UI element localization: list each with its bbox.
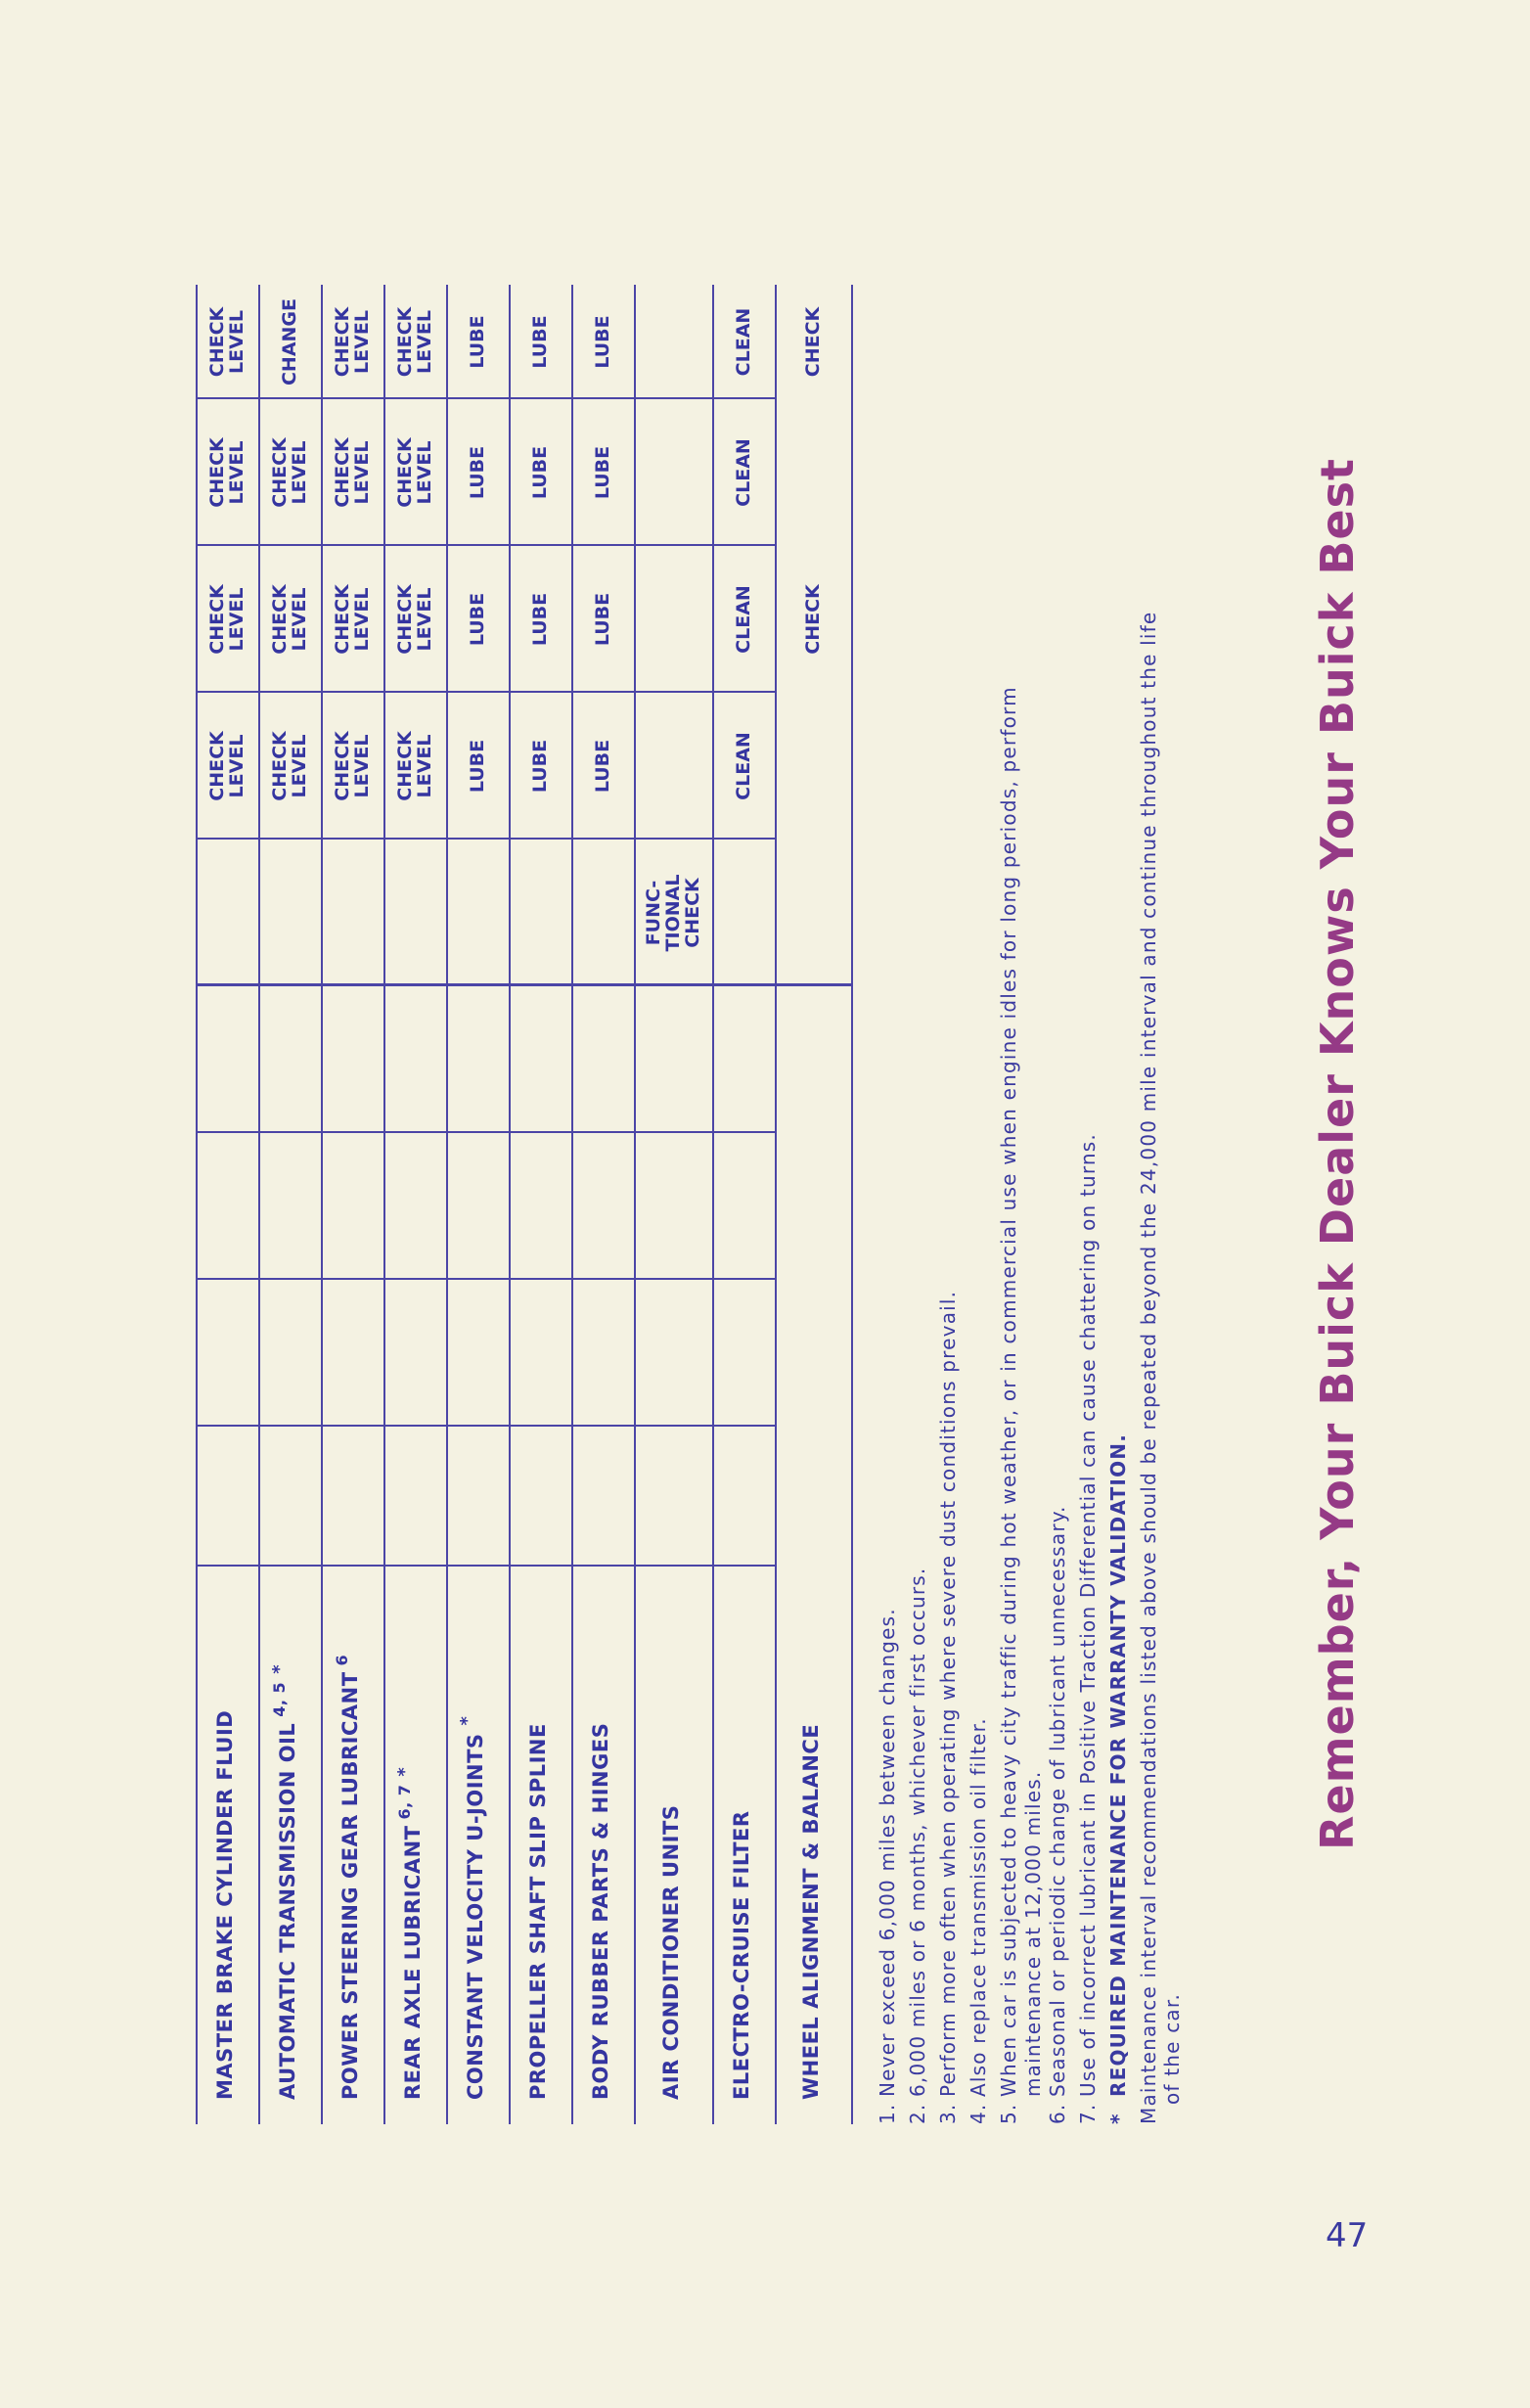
footnote-number: 3.: [936, 2103, 960, 2124]
footnote: [936, 265, 967, 2124]
table-cell: LUBE: [467, 445, 488, 500]
table-cell: LUBE: [467, 592, 488, 647]
table-cell: CHANGE: [279, 297, 300, 386]
table-row-line: [851, 285, 853, 2124]
footnote-number: *: [1106, 2113, 1130, 2124]
footnote-number: 1.: [876, 2103, 899, 2124]
footnote: [967, 265, 997, 2124]
footnote: [997, 265, 1046, 2124]
row-label: [799, 1724, 823, 2100]
maintenance-note: [1137, 265, 1184, 2124]
table-cell: CHECK LEVEL: [269, 437, 310, 508]
maintenance-table: [196, 285, 851, 2124]
footnote-text: When car is subjected to heavy city traffic during hot weather, or in commercial use when engine idles for long periods, perform: [997, 686, 1020, 2097]
row-label-text: AIR CONDITIONER UNITS: [659, 1804, 683, 2100]
table-cell: CHECK LEVEL: [206, 584, 248, 655]
table-cell: CLEAN: [733, 438, 754, 507]
footnote-text: REQUIRED MAINTENANCE FOR WARRANTY VALIDATION.: [1106, 1432, 1130, 2097]
table-cell: LUBE: [529, 445, 551, 500]
row-footnote-ref: 6: [333, 1654, 351, 1666]
row-warranty-star: *: [457, 1715, 477, 1726]
table-cell: CHECK LEVEL: [206, 306, 248, 378]
table-cell: LUBE: [529, 315, 551, 369]
row-label: [213, 1710, 237, 2100]
table-cell: LUBE: [467, 315, 488, 369]
row-label-text: AUTOMATIC TRANSMISSION OIL: [276, 1722, 299, 2100]
footnote: [906, 265, 936, 2124]
table-cell: CHECK LEVEL: [394, 437, 435, 508]
table-cell: CHECK LEVEL: [394, 584, 435, 655]
table-cell: CHECK LEVEL: [206, 437, 248, 508]
table-cell: LUBE: [592, 315, 613, 369]
table-cell: LUBE: [592, 739, 613, 794]
row-label-text: CONSTANT VELOCITY U-JOINTS: [464, 1733, 487, 2100]
maintenance-note-line2: of the car.: [1160, 1992, 1184, 2105]
footnote-text: Use of incorrect lubricant in Positive Traction Differential can cause chattering on turns.: [1076, 1133, 1100, 2097]
table-row-line: [634, 285, 636, 2124]
table-column-line: [196, 1278, 775, 1280]
table-cell: LUBE: [592, 445, 613, 500]
footnote: [1106, 265, 1137, 2124]
footnote-text: Perform more often when operating where severe dust conditions prevail.: [936, 1290, 960, 2097]
table-cell: CHECK LEVEL: [394, 731, 435, 801]
footnote-text: Seasonal or periodic change of lubricant unnecessary.: [1046, 1505, 1069, 2097]
row-label: [269, 1663, 299, 2100]
table-cell: CLEAN: [733, 732, 754, 800]
table-cell: CHECK LEVEL: [332, 306, 373, 378]
table-cell: CHECK LEVEL: [332, 437, 373, 508]
table-cell: FUNC- TIONAL CHECK: [643, 874, 703, 952]
table-column-line: [196, 983, 851, 986]
footnote-text: 6,000 miles or 6 months, whichever first occurs.: [906, 1567, 929, 2097]
footnote-text: Never exceed 6,000 miles between changes.: [876, 1608, 899, 2097]
footnote-list: [876, 265, 1137, 2124]
footnote: [876, 265, 906, 2124]
row-label: [394, 1766, 425, 2100]
table-cell: LUBE: [529, 739, 551, 794]
row-label: [659, 1805, 683, 2100]
table-cell: CHECK LEVEL: [269, 584, 310, 655]
table-cell: CLEAN: [733, 307, 754, 377]
footnote-continuation: maintenance at 12,000 miles.: [1021, 1770, 1045, 2097]
slogan: Remember, Your Buick Dealer Knows Your Buick Best: [1311, 457, 1364, 1850]
footnote-text: Also replace transmission oil filter.: [967, 1717, 990, 2097]
footnote: [1046, 265, 1076, 2124]
table-cell: CLEAN: [733, 585, 754, 654]
table-column-line: [196, 1425, 775, 1427]
row-warranty-star: *: [269, 1663, 290, 1674]
row-label-text: REAR AXLE LUBRICANT: [401, 1825, 425, 2100]
table-cell: CHECK LEVEL: [332, 584, 373, 655]
row-label-text: BODY RUBBER PARTS & HINGES: [589, 1722, 612, 2100]
table-cell: CHECK LEVEL: [394, 306, 435, 378]
table-cell: LUBE: [592, 592, 613, 647]
row-footnote-ref: 6, 7: [395, 1784, 414, 1820]
row-label-text: ELECTRO-CRUISE FILTER: [730, 1810, 753, 2100]
table-cell: CHECK: [802, 584, 824, 655]
footnote-number: 7.: [1076, 2103, 1100, 2124]
row-footnote-ref: 4, 5: [270, 1681, 289, 1717]
table-column-line: [196, 1131, 775, 1133]
maintenance-note-line1: Maintenance interval recommendations listed above should be repeated beyond the 24,000 mile interval and continue throughout the life: [1137, 611, 1160, 2124]
row-label: [457, 1715, 487, 2100]
table-cell: CHECK LEVEL: [206, 731, 248, 801]
row-warranty-star: *: [394, 1766, 415, 1777]
table-cell: LUBE: [529, 592, 551, 647]
row-label-text: WHEEL ALIGNMENT & BALANCE: [799, 1723, 823, 2100]
row-label: [333, 1654, 362, 2100]
footnote-number: 2.: [906, 2103, 929, 2124]
row-label: [589, 1723, 612, 2100]
row-label: [730, 1810, 753, 2100]
footnote-number: 4.: [967, 2103, 990, 2124]
footnote-number: 5.: [997, 2103, 1020, 2124]
table-cell: CHECK: [802, 306, 824, 378]
table-cell: CHECK LEVEL: [269, 731, 310, 801]
row-label: [526, 1723, 550, 2100]
row-label-text: PROPELLER SHAFT SLIP SPLINE: [526, 1723, 550, 2100]
table-cell: LUBE: [467, 739, 488, 794]
table-cell: CHECK LEVEL: [332, 731, 373, 801]
page-number: 47: [1326, 2216, 1369, 2255]
row-label-text: MASTER BRAKE CYLINDER FLUID: [213, 1709, 237, 2100]
footnote-number: 6.: [1046, 2103, 1069, 2124]
table-column-line: [196, 1565, 775, 1567]
footnote: [1076, 265, 1106, 2124]
footnotes: [876, 265, 1184, 2124]
row-label-text: POWER STEERING GEAR LUBRICANT: [338, 1671, 362, 2100]
